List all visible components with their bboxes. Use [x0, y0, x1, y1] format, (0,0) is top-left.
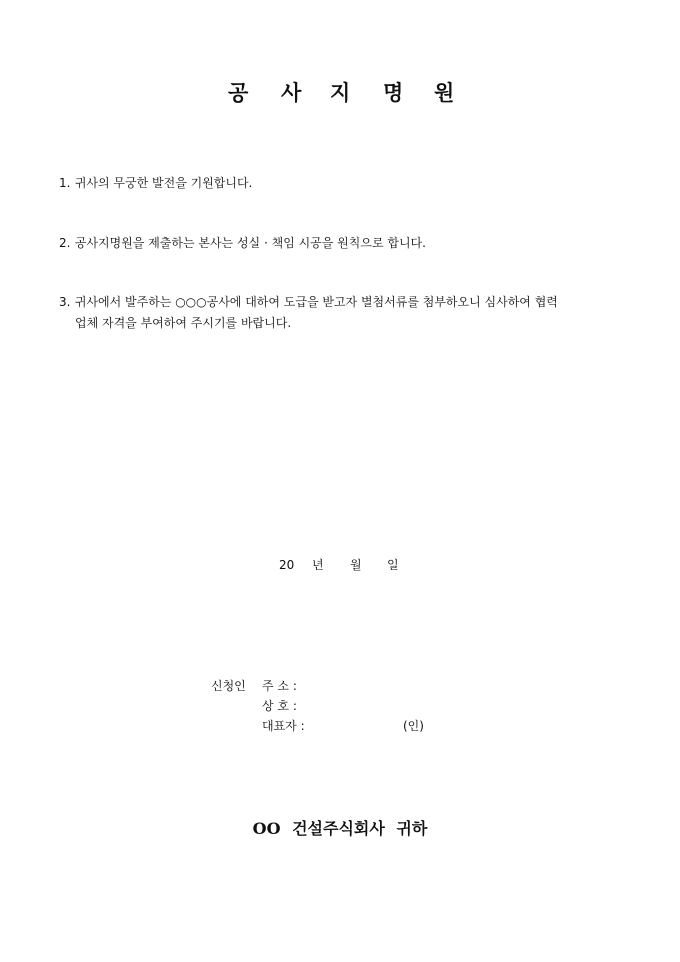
company-name-label: 상 호 : [262, 699, 297, 713]
address-label: 주 소 : [262, 679, 297, 693]
title-char: 명 [383, 80, 404, 105]
item-text: 귀사에서 발주하는 ○○○공사에 대하여 도급을 받고자 별첨서류를 첨부하오니 심사하여 협력 [74, 295, 558, 309]
title-char: 원 [434, 80, 455, 105]
page-title [0, 80, 680, 110]
list-item-continuation: 업체 자격을 부여하여 주시기를 바랍니다. [75, 316, 292, 330]
date-year: 20 [279, 558, 295, 572]
date-day-unit: 일 [387, 558, 399, 572]
item-text: 귀사의 무궁한 발전을 기원합니다. [74, 176, 253, 190]
date-month-unit: 월 [350, 558, 362, 572]
seal-mark: (인) [403, 719, 424, 733]
title-char: 사 [281, 80, 302, 105]
list-item [59, 173, 252, 193]
date-year-unit: 년 [312, 558, 324, 572]
title-char: 공 [228, 80, 249, 105]
list-item [59, 292, 558, 312]
item-text: 공사지명원을 제출하는 본사는 성실 · 책임 시공을 원칙으로 합니다. [74, 236, 426, 250]
item-number: 1. [59, 176, 71, 190]
addressee: OO 건설주식회사 귀하 [252, 819, 428, 838]
list-item [59, 233, 426, 253]
item-number: 3. [59, 295, 71, 309]
item-number: 2. [59, 236, 71, 250]
applicant-label: 신청인 [211, 679, 246, 693]
title-char: 지 [330, 80, 351, 105]
representative-label: 대표자 : [262, 719, 305, 733]
